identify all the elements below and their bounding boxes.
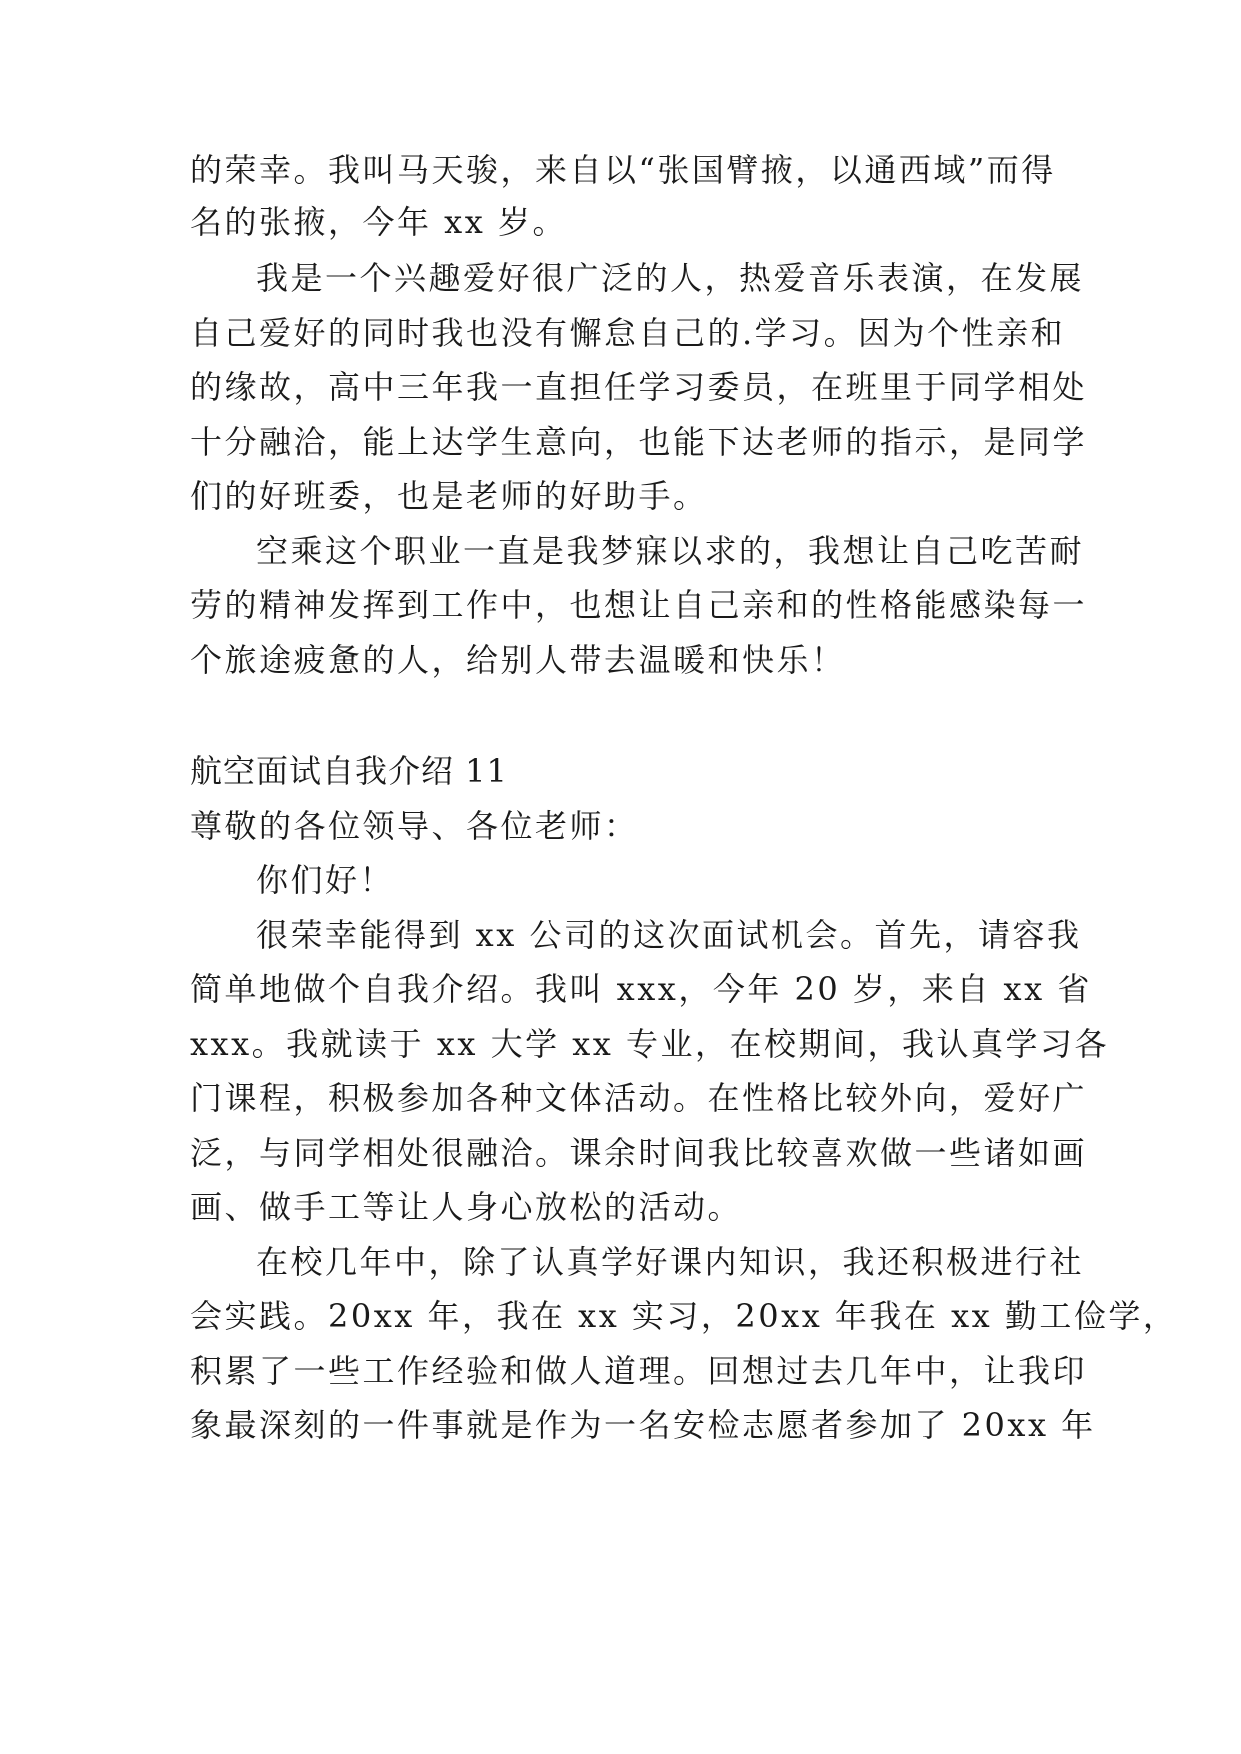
paragraph-line: 的缘故，高中三年我一直担任学习委员，在班里于同学相处 bbox=[190, 368, 1088, 406]
paragraph-line: 个旅途疲惫的人，给别人带去温暖和快乐！ bbox=[190, 641, 846, 679]
paragraph-line: 我是一个兴趣爱好很广泛的人，热爱音乐表演，在发展 bbox=[256, 259, 1085, 297]
paragraph-line: 空乘这个职业一直是我梦寐以求的，我想让自己吃苦耐 bbox=[256, 532, 1085, 570]
paragraph-line: 们的好班委，也是老师的好助手。 bbox=[190, 477, 708, 515]
salutation: 尊敬的各位领导、各位老师： bbox=[190, 807, 639, 845]
paragraph-line: 劳的精神发挥到工作中，也想让自己亲和的性格能感染每一 bbox=[190, 586, 1088, 624]
paragraph-line: 积累了一些工作经验和做人道理。回想过去几年中，让我印 bbox=[190, 1352, 1088, 1390]
paragraph-line: 在校几年中，除了认真学好课内知识，我还积极进行社 bbox=[256, 1243, 1085, 1281]
paragraph-line: 很荣幸能得到 xx 公司的这次面试机会。首先，请容我 bbox=[256, 916, 1082, 954]
section-title: 航空面试自我介绍 11 bbox=[190, 752, 508, 790]
paragraph-line: 简单地做个自我介绍。我叫 xxx，今年 20 岁，来自 xx 省 bbox=[190, 970, 1092, 1008]
paragraph-line: 门课程，积极参加各种文体活动。在性格比较外向，爱好广 bbox=[190, 1079, 1088, 1117]
paragraph-line: 象最深刻的一件事就是作为一名安检志愿者参加了 20xx 年 bbox=[190, 1406, 1096, 1444]
paragraph-line: 十分融洽，能上达学生意向，也能下达老师的指示，是同学 bbox=[190, 423, 1088, 461]
greeting: 你们好！ bbox=[256, 861, 395, 899]
paragraph-line: 自己爱好的同时我也没有懈怠自己的.学习。因为个性亲和 bbox=[190, 314, 1066, 352]
paragraph-line: 名的张掖，今年 xx 岁。 bbox=[190, 203, 567, 241]
paragraph-line: 泛，与同学相处很融洽。课余时间我比较喜欢做一些诸如画 bbox=[190, 1134, 1088, 1172]
paragraph-line: 会实践。20xx 年，我在 xx 实习，20xx 年我在 xx 勤工俭学， bbox=[190, 1297, 1178, 1335]
paragraph-line: xxx。我就读于 xx 大学 xx 专业，在校期间，我认真学习各 bbox=[190, 1025, 1110, 1063]
paragraph-line: 的荣幸。我叫马天骏，来自以“张国臂掖，以通西域”而得 bbox=[190, 151, 1056, 189]
paragraph-line: 画、做手工等让人身心放松的活动。 bbox=[190, 1188, 743, 1226]
